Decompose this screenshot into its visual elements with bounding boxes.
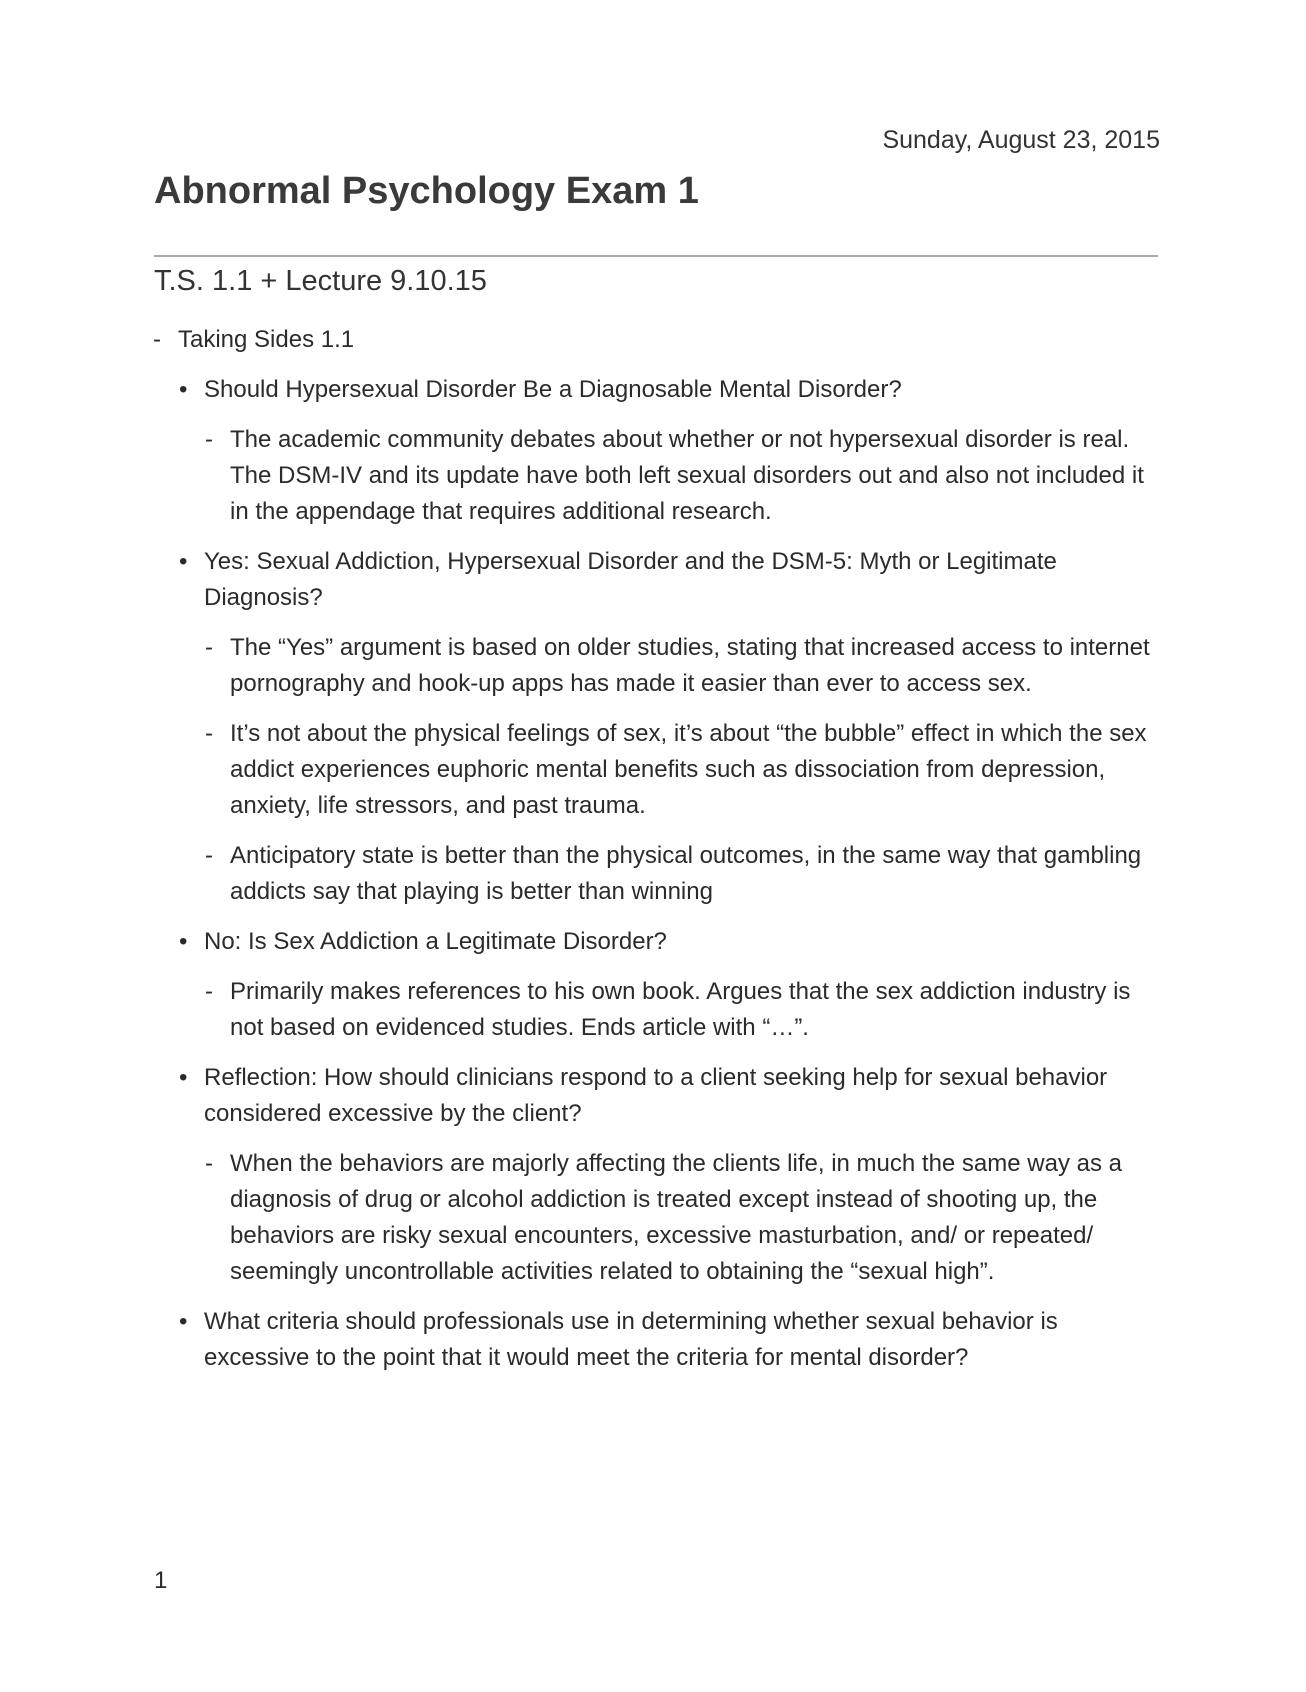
- dash-marker: -: [205, 426, 213, 453]
- bullet-marker: •: [179, 928, 188, 955]
- outline-item-question-note: [150, 422, 1160, 530]
- outline-item-reflection: [150, 1060, 1160, 1132]
- outline-item-taking-sides: [150, 322, 1160, 358]
- outline-item-yes-note: [150, 838, 1160, 910]
- outline-item-yes-note: [150, 630, 1160, 702]
- outline-item-text: What criteria should professionals use in determining whether sexual behavior is excessive to the point that it would meet the criteria for mental disorder?: [204, 1308, 1058, 1371]
- outline-item-text: Taking Sides 1.1: [178, 326, 355, 353]
- outline-item-yes: [150, 544, 1160, 616]
- outline-item-text: The “Yes” argument is based on older studies, stating that increased access to internet pornography and hook-up apps has made it easier than ever to access sex.: [230, 634, 1150, 697]
- bullet-marker: •: [179, 376, 188, 403]
- outline-item-reflection-note: [150, 1146, 1160, 1290]
- document-date: Sunday, August 23, 2015: [882, 126, 1160, 154]
- outline-item-text: Anticipatory state is better than the physical outcomes, in the same way that gambling addicts say that playing is better than winning: [230, 842, 1142, 905]
- outline-item-text: No: Is Sex Addiction a Legitimate Disorder?: [204, 928, 667, 955]
- dash-marker: -: [205, 842, 213, 869]
- outline-item-yes-note: [150, 716, 1160, 824]
- outline-item-text: Should Hypersexual Disorder Be a Diagnosable Mental Disorder?: [204, 376, 902, 403]
- bullet-marker: •: [179, 1064, 188, 1091]
- outline-item-text: The academic community debates about whether or not hypersexual disorder is real. The DSM-IV and its update have both left sexual disorders out and also not included it in the appendage that requires additional research.: [230, 426, 1144, 525]
- bullet-marker: •: [179, 548, 188, 575]
- outline-item-criteria: [150, 1304, 1160, 1376]
- dash-marker: -: [153, 326, 161, 353]
- outline-item-question: [150, 372, 1160, 408]
- title-divider: [154, 255, 1158, 257]
- dash-marker: -: [205, 1150, 213, 1177]
- outline-item-text: It’s not about the physical feelings of sex, it’s about “the bubble” effect in which the sex addict experiences euphoric mental benefits such as dissociation from depression, anxiety, life stressors, and past trauma.: [230, 720, 1147, 819]
- outline-item-no-note: [150, 974, 1160, 1046]
- outline-item-text: Yes: Sexual Addiction, Hypersexual Disorder and the DSM-5: Myth or Legitimate Diagnosis?: [204, 548, 1057, 611]
- outline-item-text: Primarily makes references to his own book. Argues that the sex addiction industry is not based on evidenced studies. Ends article with “…”.: [230, 978, 1131, 1041]
- outline-item-text: When the behaviors are majorly affecting the clients life, in much the same way as a diagnosis of drug or alcohol addiction is treated except instead of shooting up, the behaviors are risky sexual encounters, excessive masturbation, and/ or repeated/ seemingly uncontrollable activities related to obtaining the “sexual high”.: [230, 1150, 1122, 1285]
- dash-marker: -: [205, 978, 213, 1005]
- dash-marker: -: [205, 720, 213, 747]
- document-title: Abnormal Psychology Exam 1: [154, 170, 699, 212]
- outline-item-no: [150, 924, 1160, 960]
- outline-item-text: Reflection: How should clinicians respond to a client seeking help for sexual behavior considered excessive by the client?: [204, 1064, 1108, 1127]
- page-number: 1: [154, 1567, 168, 1594]
- notes-outline: [150, 322, 1160, 1390]
- dash-marker: -: [205, 634, 213, 661]
- section-heading: T.S. 1.1 + Lecture 9.10.15: [154, 265, 487, 297]
- bullet-marker: •: [179, 1308, 188, 1335]
